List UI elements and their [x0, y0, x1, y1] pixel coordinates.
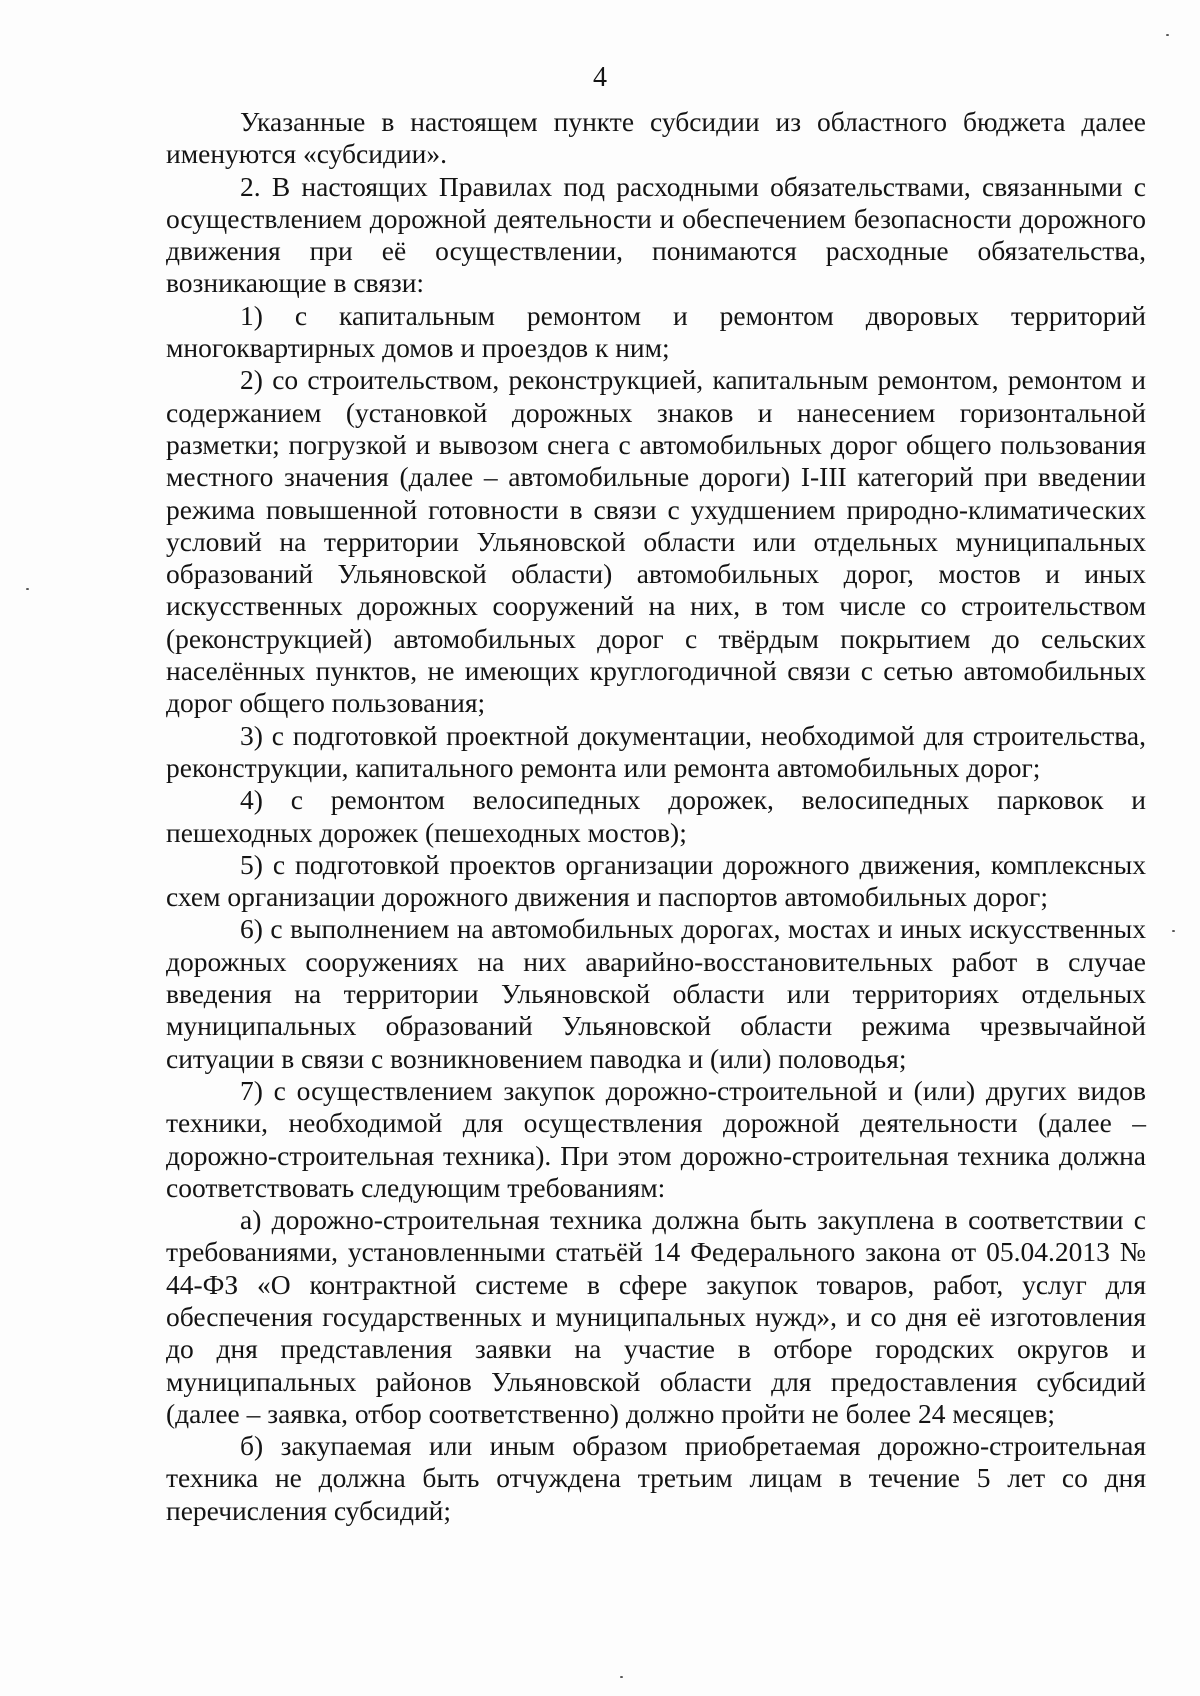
- document-body: [166, 106, 1146, 1527]
- paragraph-subitem-4: 4) с ремонтом велосипедных дорожек, велосипедных парковок и пешеходных дорожек (пешеходных мостов);: [166, 784, 1146, 848]
- scan-speck: [1172, 930, 1175, 932]
- paragraph-subsidies-definition: Указанные в настоящем пункте субсидии из областного бюджета далее именуются «субсидии».: [166, 106, 1146, 170]
- paragraph-subitem-3: 3) с подготовкой проектной документации, необходимой для строительства, реконструкции, капитального ремонта или ремонта автомобильных дорог;: [166, 719, 1146, 783]
- paragraph-subitem-2: 2) со строительством, реконструкцией, капитальным ремонтом, ремонтом и содержанием (установкой дорожных знаков и нанесением горизонтальной разметки; погрузкой и вывозом снега с автомобильных дорог общего пользования местного значения (далее – автомобильные дороги) I-III категорий при введении режима повышенной готовности в связи с ухудшением природно-климатических условий на территории Ульяновской области или отдельных муниципальных образований Ульяновской области) автомобильных дорог, мостов и иных искусственных дорожных сооружений на них, в том числе со строительством (реконструкцией) автомобильных дорог с твёрдым покрытием до сельских населённых пунктов, не имеющих круглогодичной связи с сетью автомобильных дорог общего пользования;: [166, 364, 1146, 719]
- paragraph-subitem-a: а) дорожно-строительная техника должна быть закуплена в соответствии с требованиями, установленными статьёй 14 Федерального закона от 05.04.2013 № 44-ФЗ «О контрактной системе в сфере закупок товаров, работ, услуг для обеспечения государственных и муниципальных нужд», и со дня её изготовления до дня представления заявки на участие в отборе городских округов и муниципальных районов Ульяновской области для предоставления субсидий (далее – заявка, отбор соответственно) должно пройти не более 24 месяцев;: [166, 1204, 1146, 1429]
- scan-speck: [1166, 34, 1169, 36]
- page-number: 4: [593, 62, 607, 93]
- paragraph-subitem-b: б) закупаемая или иным образом приобретаемая дорожно-строительная техника не должна быть отчуждена третьим лицам в течение 5 лет со дня перечисления субсидий;: [166, 1430, 1146, 1526]
- paragraph-subitem-7: 7) с осуществлением закупок дорожно-строительной и (или) других видов техники, необходимой для осуществления дорожной деятельности (далее – дорожно-строительная техника). При этом дорожно-строительная техника должна соответствовать следующим требованиям:: [166, 1074, 1146, 1203]
- paragraph-subitem-5: 5) с подготовкой проектов организации дорожного движения, комплексных схем организации дорожного движения и паспортов автомобильных дорог;: [166, 848, 1146, 913]
- scan-speck: [620, 1676, 623, 1678]
- scan-speck: [26, 588, 29, 590]
- paragraph-item-2: 2. В настоящих Правилах под расходными обязательствами, связанными с осуществлением дорожной деятельности и обеспечением безопасности дорожного движения при её осуществлении, понимаются расходные обязательства, возникающие в связи:: [166, 170, 1146, 299]
- paragraph-subitem-6: 6) с выполнением на автомобильных дорогах, мостах и иных искусственных дорожных сооружениях на них аварийно-восстановительных работ в случае введения на территории Ульяновской области или территориях отдельных муниципальных образований Ульяновской области режима чрезвычайной ситуации в связи с возникновением паводка и (или) половодья;: [166, 913, 1146, 1074]
- paragraph-subitem-1: 1) с капитальным ремонтом и ремонтом дворовых территорий многоквартирных домов и проездов к ним;: [166, 299, 1146, 364]
